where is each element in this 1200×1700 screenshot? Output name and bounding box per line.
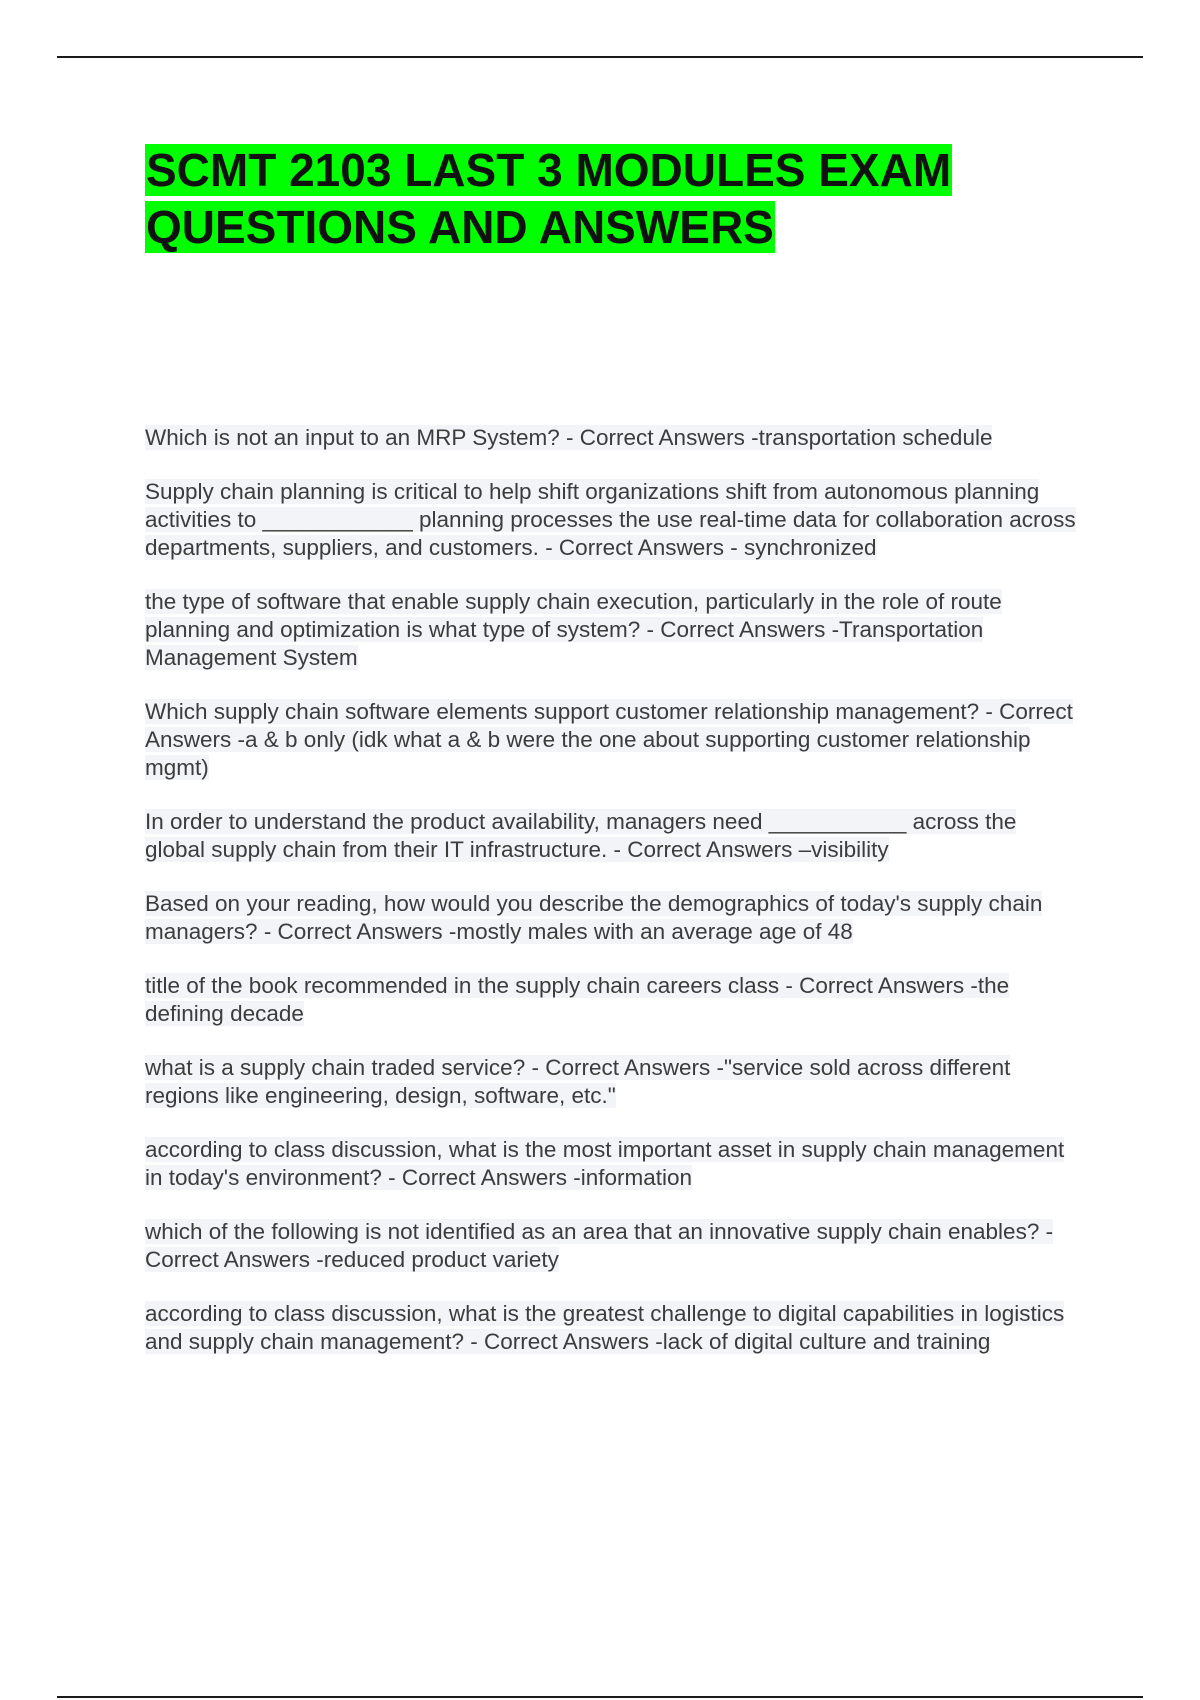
document-title	[145, 142, 1045, 256]
qa-item-text: according to class discussion, what is the most important asset in supply chain management in today's environment? - Correct Answers -information	[145, 1137, 1065, 1190]
qa-item	[145, 1054, 1080, 1110]
qa-item-text: which of the following is not identified as an area that an innovative supply chain enables? - Correct Answers -reduced product variety	[145, 1219, 1054, 1272]
qa-item	[145, 588, 1080, 672]
qa-item-text: according to class discussion, what is the greatest challenge to digital capabilities in logistics and supply chain management? - Correct Answers -lack of digital culture and training	[145, 1301, 1065, 1354]
qa-item	[145, 890, 1080, 946]
qa-item-text: the type of software that enable supply chain execution, particularly in the role of route planning and optimization is what type of system? - Correct Answers -Transportation Management System	[145, 589, 1002, 670]
qa-item	[145, 424, 1080, 452]
qa-item	[145, 808, 1080, 864]
qa-item-text: Based on your reading, how would you describe the demographics of today's supply chain managers? - Correct Answers -mostly males with an average age of 48	[145, 891, 1043, 944]
qa-item	[145, 1300, 1080, 1356]
qa-item	[145, 698, 1080, 782]
qa-item	[145, 1218, 1080, 1274]
qa-item-text: Which supply chain software elements support customer relationship management? - Correct Answers -a & b only (idk what a & b were the one about supporting customer relationship mgmt)	[145, 699, 1073, 780]
qa-item	[145, 1136, 1080, 1192]
qa-item-text: Supply chain planning is critical to help shift organizations shift from autonomous planning activities to ____________ planning processes the use real-time data for collaboration across departments, suppliers, and customers. - Correct Answers - synchronized	[145, 479, 1076, 560]
header-rule	[57, 56, 1143, 58]
qa-item-text: title of the book recommended in the supply chain careers class - Correct Answers -the defining decade	[145, 973, 1010, 1026]
qa-list	[145, 424, 1080, 1382]
qa-item	[145, 478, 1080, 562]
footer-rule	[57, 1696, 1143, 1698]
qa-item	[145, 972, 1080, 1028]
document-title-text: SCMT 2103 LAST 3 MODULES EXAM QUESTIONS AND ANSWERS	[146, 144, 952, 253]
qa-item-text: Which is not an input to an MRP System? - Correct Answers -transportation schedule	[145, 425, 993, 450]
qa-item-text: what is a supply chain traded service? - Correct Answers -"service sold across different regions like engineering, design, software, etc."	[145, 1055, 1011, 1108]
qa-item-text: In order to understand the product availability, managers need ___________ across the global supply chain from their IT infrastructure. - Correct Answers –visibility	[145, 809, 1017, 862]
